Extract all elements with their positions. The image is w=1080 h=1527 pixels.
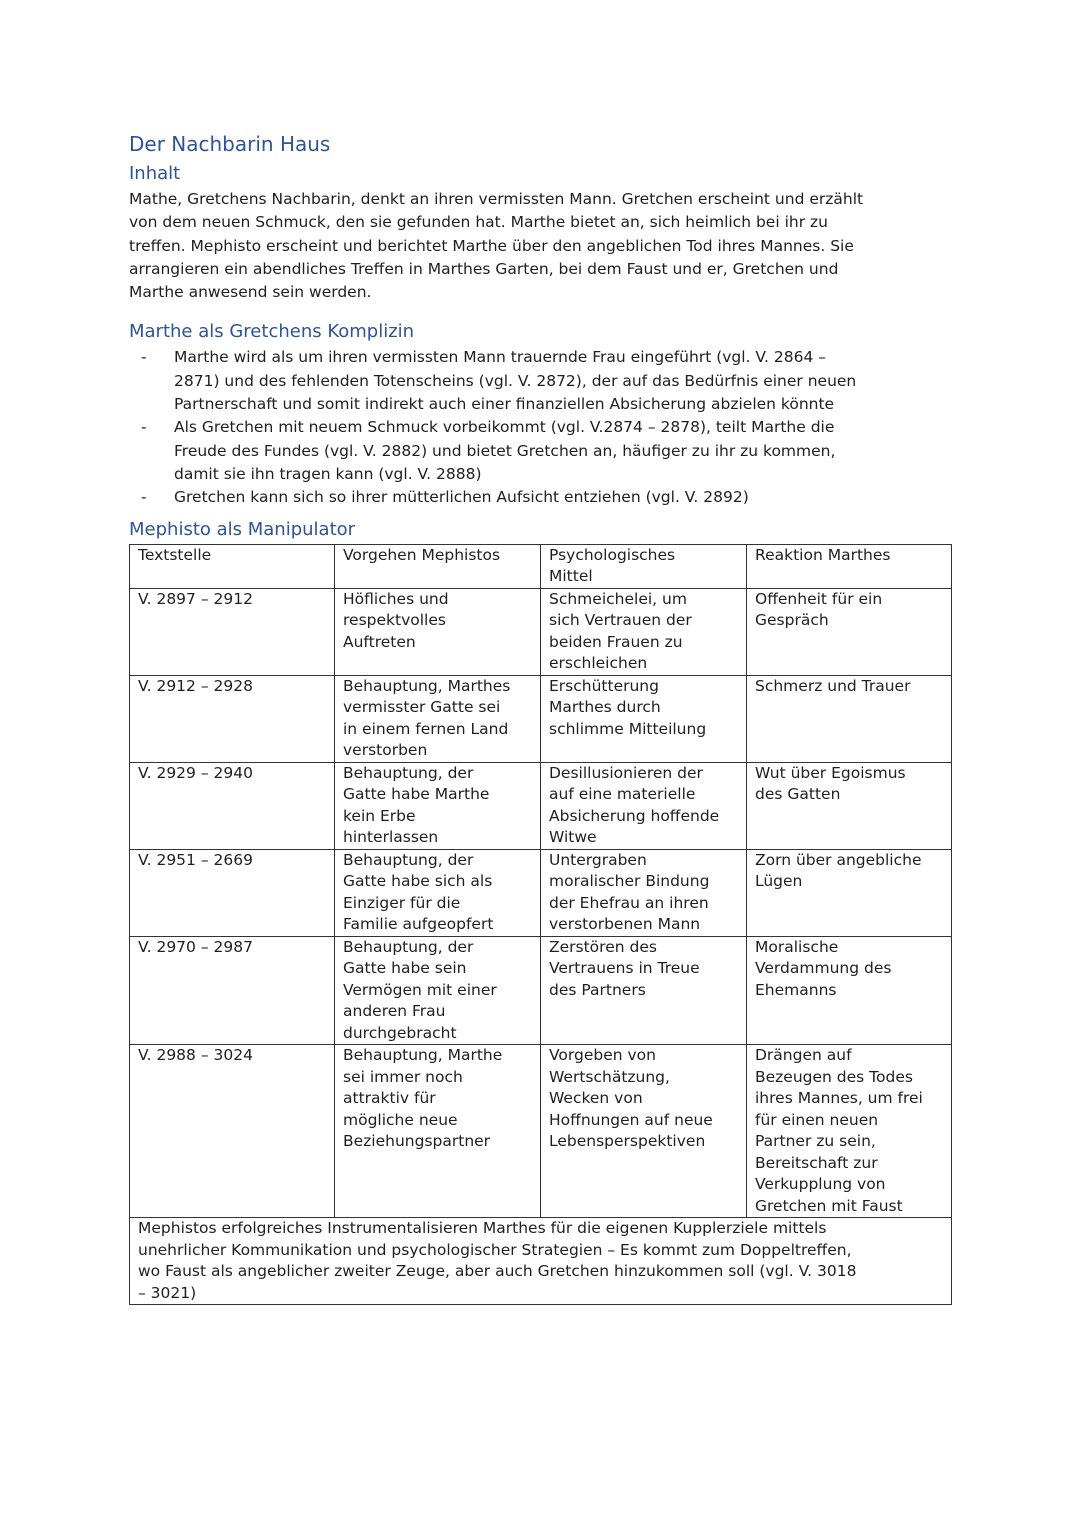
cell-line: Desillusionieren der bbox=[549, 763, 703, 782]
cell-line: Gespräch bbox=[755, 611, 829, 630]
summary-cell bbox=[130, 1218, 952, 1305]
cell-line: Schmerz und Trauer bbox=[755, 676, 911, 695]
table-cell bbox=[541, 936, 747, 1045]
cell-line: Textstelle bbox=[138, 545, 212, 564]
table-row bbox=[130, 588, 952, 675]
cell-line: V. 2988 – 3024 bbox=[138, 1046, 253, 1065]
cell-line: Hoffnungen auf neue bbox=[549, 1110, 713, 1129]
table-cell bbox=[335, 762, 541, 849]
section-heading-manipulator: Mephisto als Manipulator bbox=[129, 518, 356, 540]
cell-line: Wut über Egoismus bbox=[755, 763, 906, 782]
cell-line: der Ehefrau an ihren bbox=[549, 893, 709, 912]
cell-line: Verdammung des bbox=[755, 959, 892, 978]
inhalt-line: arrangieren ein abendliches Treffen in Marthes Garten, bei dem Faust und er, Gretchen und bbox=[129, 259, 839, 278]
cell-line: Wertschätzung, bbox=[549, 1067, 670, 1086]
cell-line: Ehemanns bbox=[755, 980, 837, 999]
dash-bullet: - bbox=[141, 488, 147, 507]
cell-line: respektvolles bbox=[343, 611, 446, 630]
table-cell bbox=[335, 588, 541, 675]
list-item bbox=[129, 416, 951, 486]
table-cell bbox=[130, 1045, 335, 1218]
table-cell bbox=[130, 762, 335, 849]
cell-line: schlimme Mitteilung bbox=[549, 719, 707, 738]
table-cell bbox=[747, 588, 952, 675]
table-cell bbox=[335, 675, 541, 762]
cell-line: vermisster Gatte sei bbox=[343, 698, 501, 717]
cell-line: Gatte habe sein bbox=[343, 959, 467, 978]
table-cell bbox=[335, 1045, 541, 1218]
cell-line: Partner zu sein, bbox=[755, 1132, 876, 1151]
table-row bbox=[130, 1045, 952, 1218]
cell-line: anderen Frau bbox=[343, 1002, 446, 1021]
table-cell bbox=[747, 1045, 952, 1218]
table-cell bbox=[335, 849, 541, 936]
section-heading-inhalt: Inhalt bbox=[129, 163, 181, 184]
cell-line: Schmeichelei, um bbox=[549, 589, 687, 608]
cell-line: verstorbenen Mann bbox=[549, 915, 701, 934]
cell-line: Witwe bbox=[549, 828, 597, 847]
cell-line: Behauptung, Marthes bbox=[343, 676, 511, 695]
cell-line: Mittel bbox=[549, 567, 593, 586]
cell-line: Zerstören des bbox=[549, 937, 657, 956]
table-cell bbox=[541, 675, 747, 762]
list-item bbox=[129, 486, 951, 509]
cell-line: Einziger für die bbox=[343, 893, 461, 912]
summary-line: Mephistos erfolgreiches Instrumentalisieren Marthes für die eigenen Kupplerziele mittels bbox=[138, 1219, 827, 1238]
cell-line: verstorben bbox=[343, 741, 428, 760]
section-heading-komplizin: Marthe als Gretchens Komplizin bbox=[129, 321, 415, 343]
inhalt-line: treffen. Mephisto erscheint und berichtet Marthe über den angeblichen Tod ihres Mannes. Sie bbox=[129, 236, 854, 255]
list-item-line: Marthe wird als um ihren vermissten Mann trauernde Frau eingeführt (vgl. V. 2864 – bbox=[174, 348, 827, 367]
list-item-line: 2871) und des fehlenden Totenscheins (vgl. V. 2872), der auf das Bedürfnis einer neuen bbox=[174, 371, 857, 390]
cell-line: des Gatten bbox=[755, 785, 841, 804]
summary-line: unehrlicher Kommunikation und psychologischer Strategien – Es kommt zum Doppeltreffen, bbox=[138, 1240, 852, 1259]
cell-line: Höfliches und bbox=[343, 589, 449, 608]
cell-line: Wecken von bbox=[549, 1089, 643, 1108]
cell-line: sei immer noch bbox=[343, 1067, 463, 1086]
cell-line: beiden Frauen zu bbox=[549, 632, 683, 651]
cell-line: Behauptung, Marthe bbox=[343, 1046, 503, 1065]
cell-line: hinterlassen bbox=[343, 828, 439, 847]
table-header-row bbox=[130, 544, 952, 588]
inhalt-line: Marthe anwesend sein werden. bbox=[129, 283, 372, 302]
inhalt-paragraph bbox=[129, 188, 951, 304]
cell-line: Lügen bbox=[755, 872, 803, 891]
cell-line: Lebensperspektiven bbox=[549, 1132, 706, 1151]
cell-line: Offenheit für ein bbox=[755, 589, 883, 608]
cell-line: Auftreten bbox=[343, 632, 416, 651]
cell-line: Verkupplung von bbox=[755, 1175, 886, 1194]
cell-line: Beziehungspartner bbox=[343, 1132, 491, 1151]
cell-line: ihres Mannes, um frei bbox=[755, 1089, 923, 1108]
cell-line: durchgebracht bbox=[343, 1023, 457, 1042]
cell-line: erschleichen bbox=[549, 654, 648, 673]
table-cell bbox=[541, 849, 747, 936]
table-row bbox=[130, 849, 952, 936]
table-cell bbox=[541, 1045, 747, 1218]
cell-line: Reaktion Marthes bbox=[755, 545, 891, 564]
cell-line: moralischer Bindung bbox=[549, 872, 710, 891]
list-item-line: damit sie ihn tragen kann (vgl. V. 2888) bbox=[174, 464, 482, 483]
table-cell bbox=[747, 544, 952, 588]
cell-line: mögliche neue bbox=[343, 1110, 458, 1129]
summary-line: wo Faust als angeblicher zweiter Zeuge, aber auch Gretchen hinzukommen soll (vgl. V. 3018 bbox=[138, 1262, 857, 1281]
dash-bullet: - bbox=[141, 418, 147, 437]
cell-line: Vorgehen Mephistos bbox=[343, 545, 501, 564]
table-cell bbox=[130, 588, 335, 675]
cell-line: Familie aufgeopfert bbox=[343, 915, 494, 934]
cell-line: Gretchen mit Faust bbox=[755, 1196, 903, 1215]
cell-line: Moralische bbox=[755, 937, 839, 956]
cell-line: Marthes durch bbox=[549, 698, 661, 717]
cell-line: kein Erbe bbox=[343, 806, 416, 825]
cell-line: für einen neuen bbox=[755, 1110, 879, 1129]
table-cell bbox=[747, 762, 952, 849]
table-summary-row bbox=[130, 1218, 952, 1305]
summary-line: – 3021) bbox=[138, 1283, 197, 1302]
table-row bbox=[130, 675, 952, 762]
cell-line: auf eine materielle bbox=[549, 785, 696, 804]
cell-line: Absicherung hoffende bbox=[549, 806, 720, 825]
cell-line: Psychologisches bbox=[549, 545, 676, 564]
cell-line: Behauptung, der bbox=[343, 937, 474, 956]
cell-line: V. 2929 – 2940 bbox=[138, 763, 253, 782]
table-cell bbox=[541, 588, 747, 675]
list-item-line: Partnerschaft und somit indirekt auch einer finanziellen Absicherung abzielen könnte bbox=[174, 395, 835, 414]
table-cell bbox=[335, 544, 541, 588]
table-cell bbox=[541, 762, 747, 849]
cell-line: des Partners bbox=[549, 980, 646, 999]
cell-line: attraktiv für bbox=[343, 1089, 436, 1108]
cell-line: Behauptung, der bbox=[343, 850, 474, 869]
list-item-line: Gretchen kann sich so ihrer mütterlichen Aufsicht entziehen (vgl. V. 2892) bbox=[174, 488, 749, 507]
cell-line: V. 2951 – 2669 bbox=[138, 850, 253, 869]
table-cell bbox=[130, 849, 335, 936]
list-item-line: Als Gretchen mit neuem Schmuck vorbeikommt (vgl. V.2874 – 2878), teilt Marthe die bbox=[174, 418, 835, 437]
inhalt-line: von dem neuen Schmuck, den sie gefunden hat. Marthe bietet an, sich heimlich bei ihr zu bbox=[129, 213, 828, 232]
cell-line: Vorgeben von bbox=[549, 1046, 656, 1065]
cell-line: in einem fernen Land bbox=[343, 719, 509, 738]
inhalt-line: Mathe, Gretchens Nachbarin, denkt an ihren vermissten Mann. Gretchen erscheint und erzählt bbox=[129, 190, 864, 208]
cell-line: Bezeugen des Todes bbox=[755, 1067, 913, 1086]
manipulator-table bbox=[129, 544, 952, 1306]
cell-line: Zorn über angebliche bbox=[755, 850, 922, 869]
cell-line: Bereitschaft zur bbox=[755, 1153, 878, 1172]
table-cell bbox=[130, 675, 335, 762]
table-cell bbox=[130, 544, 335, 588]
cell-line: V. 2897 – 2912 bbox=[138, 589, 253, 608]
cell-line: Gatte habe sich als bbox=[343, 872, 493, 891]
page-title: Der Nachbarin Haus bbox=[129, 132, 331, 156]
cell-line: Behauptung, der bbox=[343, 763, 474, 782]
table-cell bbox=[747, 675, 952, 762]
table-row bbox=[130, 936, 952, 1045]
table-cell bbox=[541, 544, 747, 588]
cell-line: V. 2970 – 2987 bbox=[138, 937, 253, 956]
cell-line: Untergraben bbox=[549, 850, 647, 869]
cell-line: Vertrauens in Treue bbox=[549, 959, 700, 978]
list-item bbox=[129, 346, 951, 416]
cell-line: Drängen auf bbox=[755, 1046, 852, 1065]
list-item-line: Freude des Fundes (vgl. V. 2882) und bietet Gretchen an, häufiger zu ihr zu kommen, bbox=[174, 441, 836, 460]
cell-line: V. 2912 – 2928 bbox=[138, 676, 253, 695]
cell-line: sich Vertrauen der bbox=[549, 611, 692, 630]
cell-line: Erschütterung bbox=[549, 676, 659, 695]
manipulator-table-body bbox=[130, 544, 952, 1305]
document-page bbox=[129, 128, 951, 1305]
table-cell bbox=[335, 936, 541, 1045]
cell-line: Gatte habe Marthe bbox=[343, 785, 490, 804]
table-cell bbox=[130, 936, 335, 1045]
dash-bullet: - bbox=[141, 348, 147, 367]
komplizin-list bbox=[129, 346, 951, 509]
table-cell bbox=[747, 936, 952, 1045]
cell-line: Vermögen mit einer bbox=[343, 980, 497, 999]
table-row bbox=[130, 762, 952, 849]
table-cell bbox=[747, 849, 952, 936]
